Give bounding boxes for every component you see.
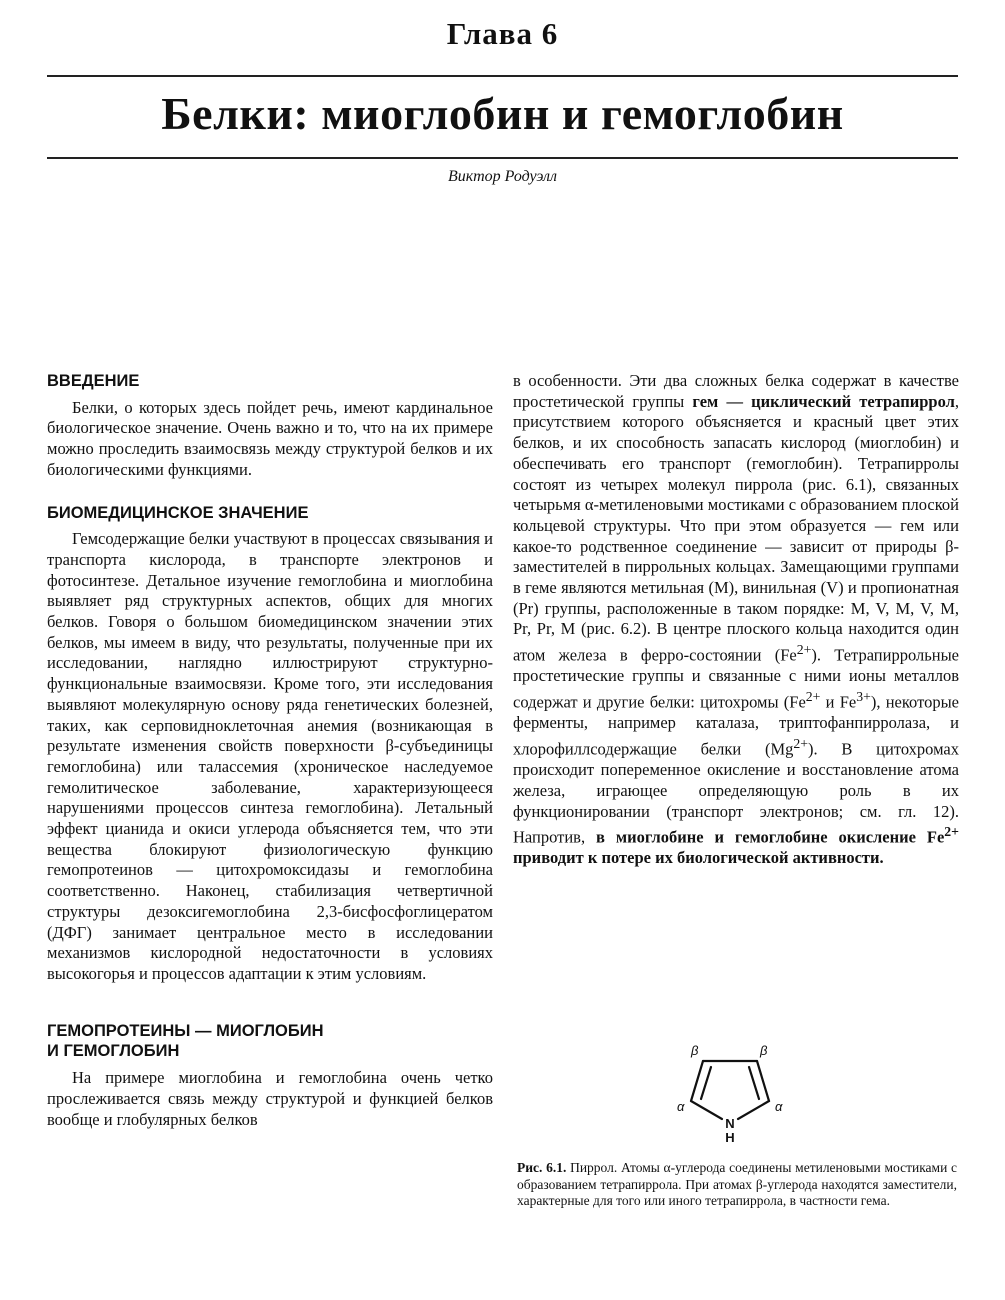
biomed-paragraph: Гемсодержащие белки участвуют в процессах связывания и транспорта кислорода, в транспорте электронов и фотосинтезе. Детальное изучение гемоглобина и миоглобина выявляет ряд структурных аспектов, общих для многих белков. Говоря о большом биомедицинском значении этих белков, мы имеем в виду, что результаты, полученные при их исследовании, наглядно иллюстрируют структурно-функциональные взаимосвязи. Кроме того, эти исследования выявляют молекулярную основу ряда генетических болезней, таких, как серповидноклеточная анемия (возникающая в результате изменения свойств поверхности β-субъединицы гемоглобина) или талассемия (хроническое наследуемое гемолитическое заболевание, характеризующееся нарушениями процессов синтеза гемоглобина). Летальный эффект цианида и окиси углерода объясняется тем, что эти вещества блокируют физиологическую функцию гемопротеинов — цитохромоксидазы и гемоглобина соответственно. Наконец, стабилизация четвертичной структуры дезоксигемоглобина 2,3-бисфосфоглицератом (ДФГ) занимает центральное место в исследовании механизмов кислородной недостаточности в условиях высокогорья и процессов адаптации к этим условиям. xyxy=(47,529,493,983)
chapter-label: Глава 6 xyxy=(446,16,559,51)
pyrrole-structure xyxy=(655,1035,805,1145)
superscript: 2+ xyxy=(796,642,812,658)
text-run: , присутствием которого объясняется и красный цвет этих белков, и их способность запасать кислород (миоглобин) и обеспечивать его транспорт (гемоглобин). Тетрапирролы состоят из четырех молекул пиррола (рис. 6.1), связанных четырьмя α-метиленовыми мостиками с образованием плоской кольцевой структуры. Что при этом образуется — гем или какое-то родственное соединение — зависит от природы β-заместителей в пиррольных кольцах. Замещающими группами в геме являются метильная (M), винильная (V) и пропионатная (Pr) группы, расположенные в таком порядке: M, V, M, V, M, Pr, Pr, M (рис. 6.2). В центре плоского кольца находится один атом железа в ферро-состоянии xyxy=(513,391,959,665)
nitrogen-label: N xyxy=(725,1116,735,1131)
chapter-title: Белки: миоглобин и гемоглобин xyxy=(161,88,844,139)
beta-left-label: β xyxy=(691,1043,699,1058)
pyrrole-figure xyxy=(655,1035,805,1145)
text-run: (Fe xyxy=(774,645,797,665)
caption-text: Пиррол. Атомы α-углерода соединены метиленовыми мостиками с образованием тетрапиррола. При атомах β-углерода находятся заместители, характерные для того или иного тетрапиррола, в частности гема. xyxy=(517,1160,958,1208)
biomed-heading: БИОМЕДИЦИНСКОЕ ЗНАЧЕНИЕ xyxy=(47,503,309,522)
right-paragraph xyxy=(513,371,959,869)
text-run: в особенности. Эти два сложных белка содержат в качестве простетической группы xyxy=(513,371,959,411)
bond-right-upper-double xyxy=(749,1067,759,1099)
alpha-right-label: α xyxy=(775,1099,783,1114)
caption-label: Рис. 6.1. xyxy=(517,1160,567,1175)
superscript: 2+ xyxy=(944,824,959,840)
figure-caption xyxy=(517,1160,957,1210)
hemo-heading xyxy=(47,1021,493,1062)
right-column xyxy=(513,371,959,869)
intro-heading: ВВЕДЕНИЕ xyxy=(47,372,140,390)
bond-left-upper-double xyxy=(701,1067,711,1099)
hemo-paragraph: На примере миоглобина и гемоглобина очень четко прослеживается связь между структурой и функцией белков вообще и глобулярных белков xyxy=(47,1068,493,1129)
superscript: 2+ xyxy=(805,689,821,705)
beta-right-label: β xyxy=(760,1043,768,1058)
bond-left-lower xyxy=(691,1101,722,1119)
bottom-rule xyxy=(47,157,958,159)
author: Виктор Родуэлл xyxy=(448,168,557,185)
left-column xyxy=(47,371,493,1130)
superscript: 2+ xyxy=(793,735,809,751)
superscript: 3+ xyxy=(856,689,871,705)
text-run: ). В цитохромах происходит попеременное окисление и восстановление атома железа, играющее определяющую роль в их функционировании (транспорт электронов; см. гл. 12). Напротив, xyxy=(513,739,959,847)
hydrogen-label: H xyxy=(725,1130,735,1145)
bold-run: приводит к потере их биологической активности. xyxy=(513,848,884,868)
spacer xyxy=(47,985,493,1021)
spacer xyxy=(47,481,493,503)
intro-paragraph: Белки, о которых здесь пойдет речь, имеют кардинальное биологическое значение. Очень важно и то, что на их примере можно проследить взаимосвязь между структурой белков и их биологическими функциями. xyxy=(47,397,493,479)
hemo-heading-line2: И ГЕМОГЛОБИН xyxy=(47,1042,180,1061)
alpha-left-label: α xyxy=(677,1099,685,1114)
bold-run: в миоглобине и гемоглобине окисление Fe xyxy=(596,827,945,847)
text-run: и Fe xyxy=(820,692,857,712)
bond-right-lower xyxy=(738,1101,769,1119)
top-rule xyxy=(47,75,958,77)
bold-run: гем — циклический тетрапиррол xyxy=(692,391,955,411)
text-run: ). Тетрапиррольные простетические группы и связанные с ними ионы металлов содержат и другие белки: цитохромы (Fe xyxy=(513,645,959,712)
text-run: ), некоторые ферменты, например каталаза, триптофанпирролаза, и хлорофиллсодержащие белки (Mg xyxy=(513,692,959,759)
hemo-heading-line1: ГЕМОПРОТЕИНЫ — МИОГЛОБИН xyxy=(47,1021,324,1040)
